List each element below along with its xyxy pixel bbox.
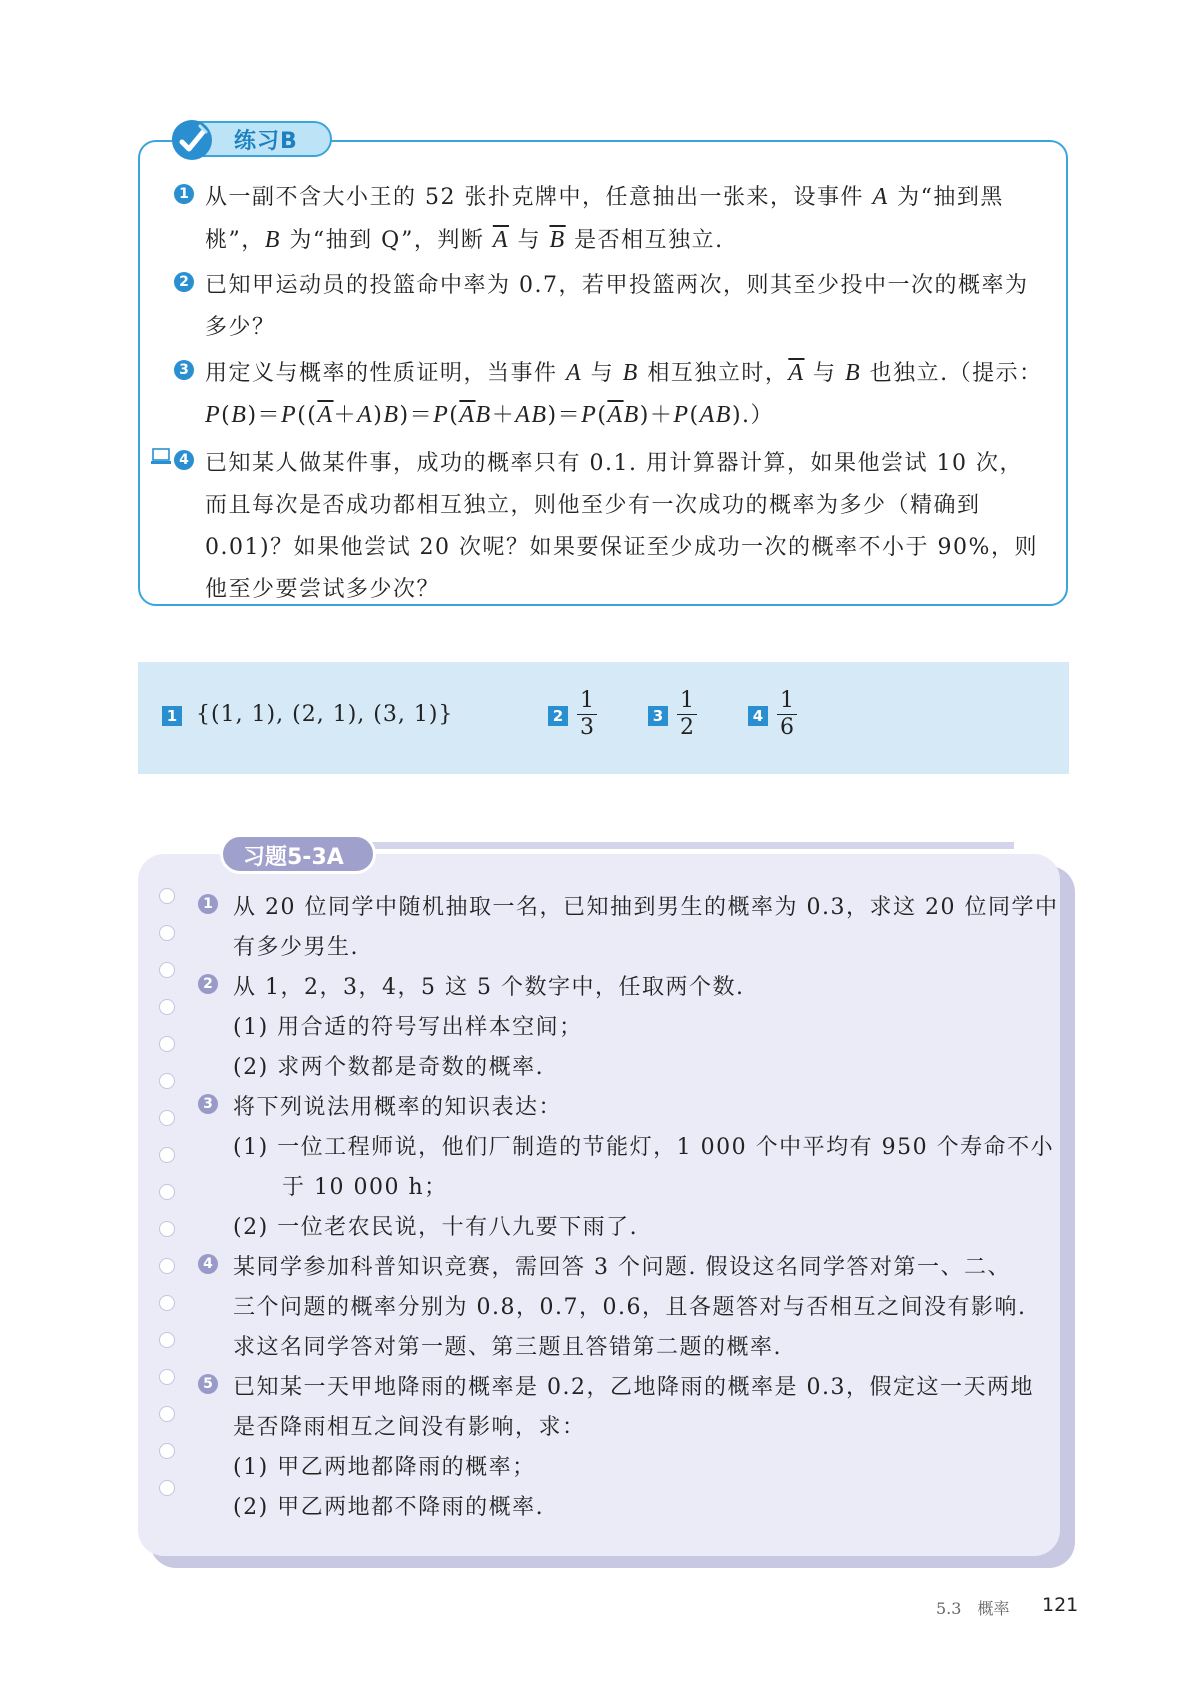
exercise-5-line-1: 已知某一天甲地降雨的概率是 0.2，乙地降雨的概率是 0.3，假定这一天两地: [233, 1375, 1034, 1400]
exercise-1-line-1: 从 20 位同学中随机抽取一名，已知抽到男生的概率为 0.3，求这 20 位同学中: [233, 895, 1059, 920]
exercise-4-line-3: 求这名同学答对第一题、第三题且答错第二题的概率.: [233, 1335, 782, 1360]
binder-hole: [159, 1184, 175, 1200]
answer-1-text: {(1, 1), (2, 1), (3, 1)}: [196, 702, 454, 727]
exercise-3-line-1: 将下列说法用概率的知识表达：: [233, 1095, 563, 1120]
exercise-number-badge: 5: [198, 1374, 218, 1394]
binder-hole: [159, 1443, 175, 1459]
binder-hole: [159, 1073, 175, 1089]
exercise-4-line-2: 三个问题的概率分别为 0.8，0.7，0.6，且各题答对与否相互之间没有影响.: [233, 1295, 1027, 1320]
exercise-number-badge: 3: [198, 1094, 218, 1114]
binder-hole: [159, 1036, 175, 1052]
practice-b-item-4-line-4: 他至少要尝试多少次？: [205, 577, 441, 602]
practice-b-item-1-line-2: 桃”，B 为“抽到 Q”，判断 $\overline{A}$ 与 $\overline{B}$ 是否相互独立.: [205, 227, 724, 253]
footer-section-label: 5.3 概率: [936, 1599, 1010, 1618]
answer-3-fraction: 1 2: [675, 688, 699, 741]
exercise-title: 习题5-3A: [243, 845, 344, 870]
exercise-2-sub-1: (1) 用合适的符号写出样本空间；: [233, 1015, 583, 1040]
answer-number-badge: 2: [548, 706, 568, 726]
exercise-number-badge: 1: [198, 894, 218, 914]
binder-hole: [159, 1147, 175, 1163]
binder-hole: [159, 1258, 175, 1274]
binder-hole: [159, 1406, 175, 1422]
exercise-number-badge: 4: [198, 1254, 218, 1274]
binder-hole: [159, 925, 175, 941]
binder-hole: [159, 1110, 175, 1126]
binder-hole: [159, 1369, 175, 1385]
answer-4-fraction: 1 6: [775, 688, 799, 741]
computer-icon: [151, 448, 173, 466]
practice-b-item-1-line-1: 从一副不含大小王的 52 张扑克牌中，任意抽出一张来，设事件 A 为“抽到黑: [205, 184, 1004, 210]
practice-b-item-2-line-2: 多少？: [205, 315, 276, 340]
item-number-badge: 4: [174, 450, 194, 470]
exercise-number-badge: 2: [198, 974, 218, 994]
practice-b-item-3-line-1: 用定义与概率的性质证明，当事件 A 与 B 相互独立时，$\overline{A}$ 与 B 也独立.（提示：: [205, 360, 1043, 386]
binder-hole: [159, 888, 175, 904]
binder-hole: [159, 962, 175, 978]
exercise-3-sub-2: (2) 一位老农民说，十有八九要下雨了.: [233, 1215, 639, 1240]
binder-hole: [159, 1332, 175, 1348]
answer-number-badge: 1: [162, 706, 182, 726]
exercise-3-sub-1: (1) 一位工程师说，他们厂制造的节能灯，1 000 个中平均有 950 个寿命不小: [233, 1135, 1055, 1160]
binder-hole: [159, 999, 175, 1015]
exercise-2-line-1: 从 1，2，3，4，5 这 5 个数字中，任取两个数.: [233, 975, 745, 1000]
exercise-5-line-2: 是否降雨相互之间没有影响，求：: [233, 1415, 586, 1440]
practice-b-item-4-line-3: 0.01)？如果他尝试 20 次呢？如果要保证至少成功一次的概率不小于 90%，则: [205, 535, 1038, 560]
exercise-2-sub-2: (2) 求两个数都是奇数的概率.: [233, 1055, 545, 1080]
answer-number-badge: 4: [748, 706, 768, 726]
practice-b-title: 练习B: [234, 129, 298, 154]
exercise-5-sub-1: (1) 甲乙两地都降雨的概率；: [233, 1455, 536, 1480]
item-number-badge: 3: [174, 360, 194, 380]
pencil-check-icon: [170, 118, 214, 162]
practice-b-item-4-line-1: 已知某人做某件事，成功的概率只有 0.1. 用计算器计算，如果他尝试 10 次，: [205, 451, 1023, 476]
item-number-badge: 2: [174, 272, 194, 292]
binder-hole: [159, 1295, 175, 1311]
page-number: 121: [1042, 1594, 1079, 1616]
item-number-badge: 1: [174, 184, 194, 204]
exercise-1-line-2: 有多少男生.: [233, 935, 359, 960]
practice-b-item-2-line-1: 已知甲运动员的投篮命中率为 0.7，若甲投篮两次，则其至少投中一次的概率为: [205, 273, 1029, 298]
exercise-top-strip: [350, 842, 1014, 849]
exercise-3-sub-1-cont: 于 10 000 h；: [282, 1175, 448, 1200]
practice-b-item-3-line-2: $P(B)=P((\overline{A}+A)B)=P(\overline{A}B+AB)=P(\overline{A}B)+P(AB)$.）: [205, 402, 775, 428]
answer-2-fraction: 1 3: [575, 688, 599, 741]
practice-b-item-4-line-2: 而且每次是否成功都相互独立，则他至少有一次成功的概率为多少（精确到: [205, 493, 981, 518]
exercise-5-sub-2: (2) 甲乙两地都不降雨的概率.: [233, 1495, 545, 1520]
binder-hole: [159, 1480, 175, 1496]
binder-hole: [159, 1221, 175, 1237]
answer-number-badge: 3: [648, 706, 668, 726]
exercise-4-line-1: 某同学参加科普知识竞赛，需回答 3 个问题. 假设这名同学答对第一、二、: [233, 1255, 1011, 1280]
